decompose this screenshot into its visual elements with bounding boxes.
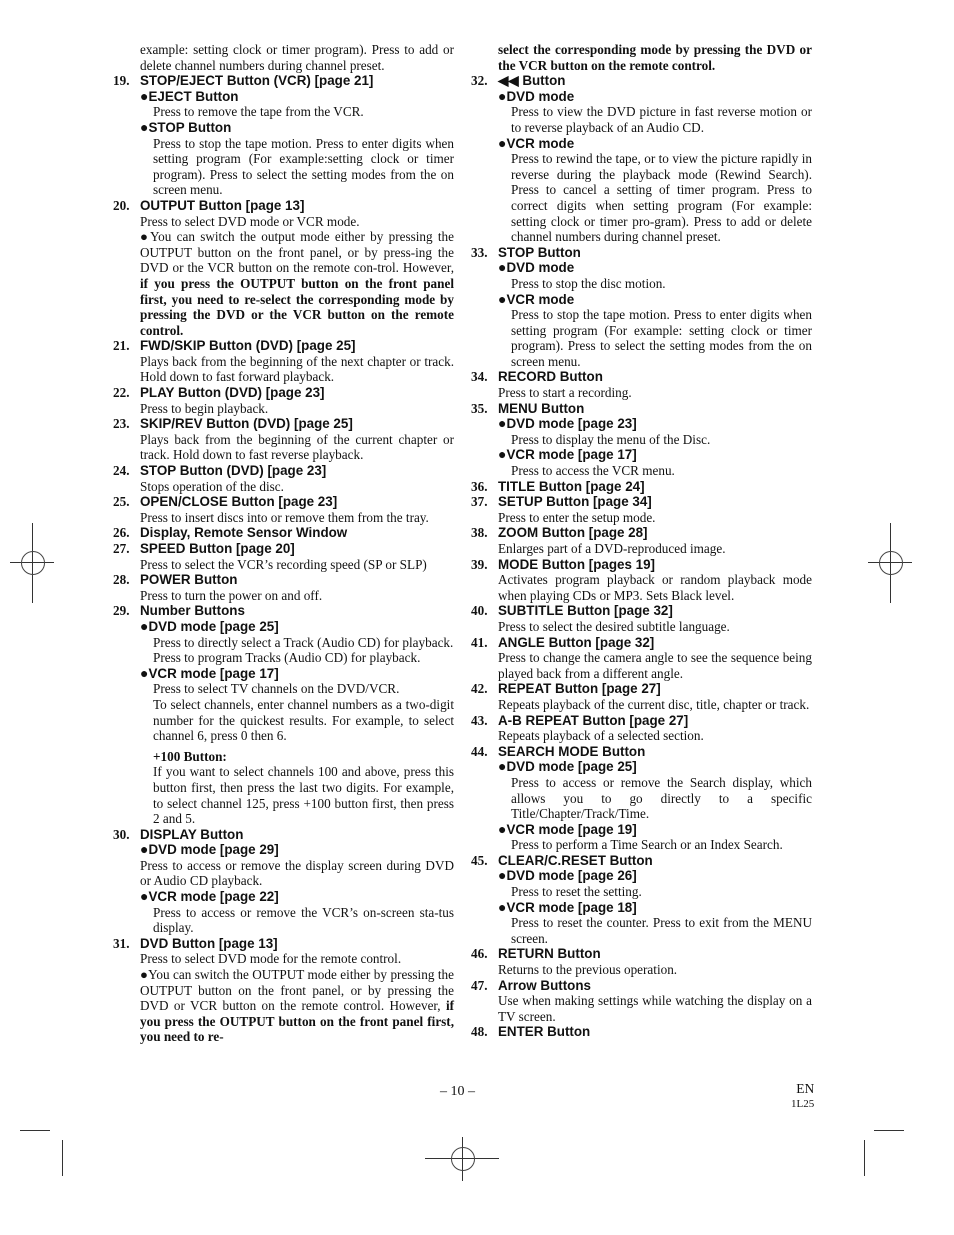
bullet-icon: ● bbox=[498, 446, 507, 463]
body-text: Press to rewind the tape, or to view the picture rapidly in reverse during the playback mode (Rewind Search). Press to cancel a setting of timer program. Press to correct digits when setting program (For example: setting clock or timer pro-gram). Press to add or delete channel numbers during channel preset. bbox=[511, 151, 812, 245]
bullet-icon: ● bbox=[498, 259, 507, 276]
crop-mark bbox=[874, 1130, 904, 1131]
entry-title: OUTPUT Button [page 13] bbox=[140, 197, 305, 213]
registration-mark-icon bbox=[451, 1147, 475, 1171]
model-code: 1L25 bbox=[791, 1098, 815, 1110]
body-text: Press to directly select a Track (Audio CD) for playback. bbox=[153, 634, 454, 650]
bullet-icon: ● bbox=[140, 118, 149, 135]
entry-24: 24. STOP Button (DVD) [page 23] bbox=[113, 463, 327, 479]
entry-23: 23. SKIP/REV Button (DVD) [page 25] bbox=[113, 416, 353, 432]
body-text: Press to view the DVD picture in fast reverse motion or to reverse playback of an Audio CD. bbox=[511, 104, 812, 135]
entry-38: 38. ZOOM Button [page 28] bbox=[471, 525, 648, 541]
entry-47: 47. Arrow Buttons bbox=[471, 977, 591, 993]
body-text: Press to stop the tape motion. Press to enter digits when setting program (For example:setting clock or timer program). Press to select the setting modes from the on screen menu. bbox=[153, 135, 454, 198]
sub-heading: ●DVD mode [page 23] bbox=[498, 415, 637, 432]
plus100-heading: +100 Button: bbox=[153, 748, 227, 764]
body-text: Press to display the menu of the Disc. bbox=[511, 431, 711, 447]
bullet-icon: ● bbox=[498, 758, 507, 775]
body-text: Press to perform a Time Search or an Index Search. bbox=[511, 837, 783, 853]
language-code bbox=[791, 1082, 814, 1111]
note-text: ●You can switch the OUTPUT mode either by pressing the OUTPUT button on the front panel, or by pressing the DVD or VCR button on the remote control. However, if you press the OUTPUT button on the front panel first, you need to re- bbox=[140, 967, 454, 1045]
body-text: Press to turn the power on and off. bbox=[140, 587, 323, 603]
bullet-icon: ● bbox=[140, 617, 149, 634]
body-text: Press to change the camera angle to see the sequence being played back from a different angle. bbox=[498, 650, 812, 681]
bullet-icon: ● bbox=[498, 820, 507, 837]
entry-41: 41. ANGLE Button [page 32] bbox=[471, 634, 655, 650]
entry-27: 27. SPEED Button [page 20] bbox=[113, 541, 295, 556]
sub-heading: ●STOP Button bbox=[140, 118, 232, 135]
body-text: Press to reset the counter. Press to exit from the MENU screen. bbox=[511, 915, 812, 946]
sub-heading: ●DVD mode [page 25] bbox=[140, 617, 279, 634]
entry-45: 45. CLEAR/C.RESET Button bbox=[471, 852, 653, 868]
body-text: Press to reset the setting. bbox=[511, 884, 642, 900]
entry-20 bbox=[113, 198, 454, 214]
entry-33: 33. STOP Button bbox=[471, 244, 581, 260]
entry-19 bbox=[113, 73, 454, 89]
crop-mark bbox=[20, 1130, 50, 1131]
body-text: Plays back from the beginning of the current chapter or track. Hold down to fast reverse playback. bbox=[140, 431, 454, 463]
sub-heading: ●DVD mode bbox=[498, 259, 575, 276]
body-text: Press to select TV channels on the DVD/VCR. bbox=[153, 681, 400, 697]
crop-mark bbox=[864, 1140, 865, 1176]
entry-21: 21. FWD/SKIP Button (DVD) [page 25] bbox=[113, 338, 356, 354]
sub-heading: ●VCR mode [page 18] bbox=[498, 898, 637, 915]
body-text: Press to start a recording. bbox=[498, 385, 632, 401]
sub-heading: ●VCR mode bbox=[498, 290, 575, 307]
entry-35: 35. MENU Button bbox=[471, 400, 585, 416]
entry-43: 43. A-B REPEAT Button [page 27] bbox=[471, 712, 689, 728]
bullet-icon: ● bbox=[498, 898, 507, 915]
bullet-icon: ● bbox=[140, 664, 149, 681]
bullet-icon: ● bbox=[140, 87, 149, 104]
sub-heading: ●VCR mode bbox=[498, 134, 575, 151]
registration-mark-icon bbox=[879, 551, 903, 575]
body-text: Press to insert discs into or remove them from the tray. bbox=[140, 509, 429, 525]
body-text: Press to enter the setup mode. bbox=[498, 509, 656, 525]
intro-text: example: setting clock or timer program). Press to add or delete channel numbers during channel preset. bbox=[140, 42, 454, 73]
body-text: Repeats playback of the current disc, title, chapter or track. bbox=[498, 696, 810, 712]
body-text: Use when making settings while watching the display on a TV screen. bbox=[498, 993, 812, 1024]
bullet-icon: ● bbox=[498, 867, 507, 884]
body-text: Press to access or remove the Search display, which allows you to go directly to a specific Title/Chapter/Track/Time. bbox=[511, 774, 812, 822]
body-text: Press to remove the tape from the VCR. bbox=[153, 104, 364, 120]
entry-26: 26. Display, Remote Sensor Window bbox=[113, 525, 348, 541]
body-text: Press to access the VCR menu. bbox=[511, 463, 675, 479]
entry-title: STOP/EJECT Button (VCR) [page 21] bbox=[140, 73, 374, 89]
entry-48: 48. ENTER Button bbox=[471, 1024, 591, 1040]
sub-heading: ●VCR mode [page 17] bbox=[498, 446, 637, 463]
page-number: – 10 – bbox=[440, 1084, 475, 1099]
entry-29: 29. Number Buttons bbox=[113, 603, 245, 619]
bullet-icon: ● bbox=[140, 888, 149, 905]
entry-25: 25. OPEN/CLOSE Button [page 23] bbox=[113, 494, 338, 510]
crop-mark bbox=[62, 1140, 63, 1176]
entry-number: 19. bbox=[113, 73, 130, 89]
sub-heading: ●VCR mode [page 17] bbox=[140, 664, 279, 681]
entry-28: 28. POWER Button bbox=[113, 572, 238, 588]
registration-mark-icon bbox=[21, 551, 45, 575]
continued-text: select the corresponding mode by pressing the DVD or the VCR button on the remote control. bbox=[498, 42, 812, 73]
entry-42: 42. REPEAT Button [page 27] bbox=[471, 681, 661, 697]
entry-number: 20. bbox=[113, 197, 130, 213]
sub-heading: ●VCR mode [page 19] bbox=[498, 820, 637, 837]
body-text: Press to stop the disc motion. bbox=[511, 275, 666, 291]
body-text: Activates program playback or random playback mode when playing CDs or MP3. Sets Black level. bbox=[498, 572, 812, 603]
body-text: Press to select DVD mode for the remote control. bbox=[140, 951, 402, 967]
bullet-icon: ● bbox=[140, 967, 149, 983]
entry-31: 31. DVD Button [page 13] bbox=[113, 935, 278, 951]
body-text: Press to select the desired subtitle language. bbox=[498, 618, 730, 634]
entry-37: 37. SETUP Button [page 34] bbox=[471, 494, 652, 510]
bullet-icon: ● bbox=[498, 134, 507, 151]
left-column bbox=[113, 42, 454, 1045]
body-text: Stops operation of the disc. bbox=[140, 478, 284, 494]
right-column bbox=[471, 42, 812, 1040]
body-text: Press to stop the tape motion. Press to enter digits when setting program (For example: setting clock or timer program). Press to select the setting modes from the on screen menu. bbox=[511, 307, 812, 369]
bullet-icon: ● bbox=[140, 229, 150, 245]
body-text: Press to begin playback. bbox=[140, 400, 269, 416]
body-text: Press to access or remove the display screen during DVD or Audio CD playback. bbox=[140, 857, 454, 889]
sub-heading: ●EJECT Button bbox=[140, 87, 239, 104]
note-text: ●You can switch the output mode either by pressing the OUTPUT button on the front panel, or by press-ing the DVD or the VCR button on the remote con-trol. However, if you press the OUTPUT button on the front panel first, you need to re-select the corresponding mode by pressing the DVD or the VCR button on the remote control. bbox=[140, 229, 454, 338]
entry-40: 40. SUBTITLE Button [page 32] bbox=[471, 603, 673, 619]
body-text: Press to access or remove the VCR’s on-screen sta-tus display. bbox=[153, 904, 454, 936]
sub-heading: ●DVD mode [page 25] bbox=[498, 758, 637, 775]
entry-30: 30. DISPLAY Button bbox=[113, 826, 244, 842]
body-text: Repeats playback of a selected section. bbox=[498, 728, 704, 744]
body-text: Press to select DVD mode or VCR mode. bbox=[140, 213, 360, 229]
sub-heading: ●DVD mode bbox=[498, 87, 575, 104]
bullet-icon: ● bbox=[498, 87, 507, 104]
body-text: Returns to the previous operation. bbox=[498, 962, 678, 978]
entry-36: 36. TITLE Button [page 24] bbox=[471, 478, 645, 494]
entry-39: 39. MODE Button [pages 19] bbox=[471, 556, 655, 572]
entry-44: 44. SEARCH MODE Button bbox=[471, 743, 646, 759]
sub-heading: ●VCR mode [page 22] bbox=[140, 888, 279, 905]
entry-46: 46. RETURN Button bbox=[471, 946, 601, 962]
entry-22: 22. PLAY Button (DVD) [page 23] bbox=[113, 385, 325, 401]
lang-label: EN bbox=[796, 1081, 815, 1096]
body-text: Press to select the VCR’s recording speed (SP or SLP) bbox=[140, 556, 427, 572]
sub-heading: ●DVD mode [page 29] bbox=[140, 841, 279, 858]
body-text: Enlarges part of a DVD-reproduced image. bbox=[498, 541, 726, 556]
body-text: Press to program Tracks (Audio CD) for playback. bbox=[153, 650, 421, 666]
entry-32: 32. ◀◀ Button bbox=[471, 73, 566, 89]
entry-34: 34. RECORD Button bbox=[471, 369, 603, 385]
body-text: If you want to select channels 100 and above, press this button first, then press the last two digits. For example, to select channel 125, press +100 button first, then press 2 and 5. bbox=[153, 764, 454, 827]
bullet-icon: ● bbox=[140, 841, 149, 858]
body-text: Plays back from the beginning of the next chapter or track. Hold down to fast forward playback. bbox=[140, 353, 454, 385]
bullet-icon: ● bbox=[498, 290, 507, 307]
sub-heading: ●DVD mode [page 26] bbox=[498, 867, 637, 884]
bullet-icon: ● bbox=[498, 415, 507, 432]
body-text: To select channels, enter channel numbers as a two-digit number for the quickest results. For example, to select channel 6, press 0 then 6. bbox=[153, 696, 454, 744]
